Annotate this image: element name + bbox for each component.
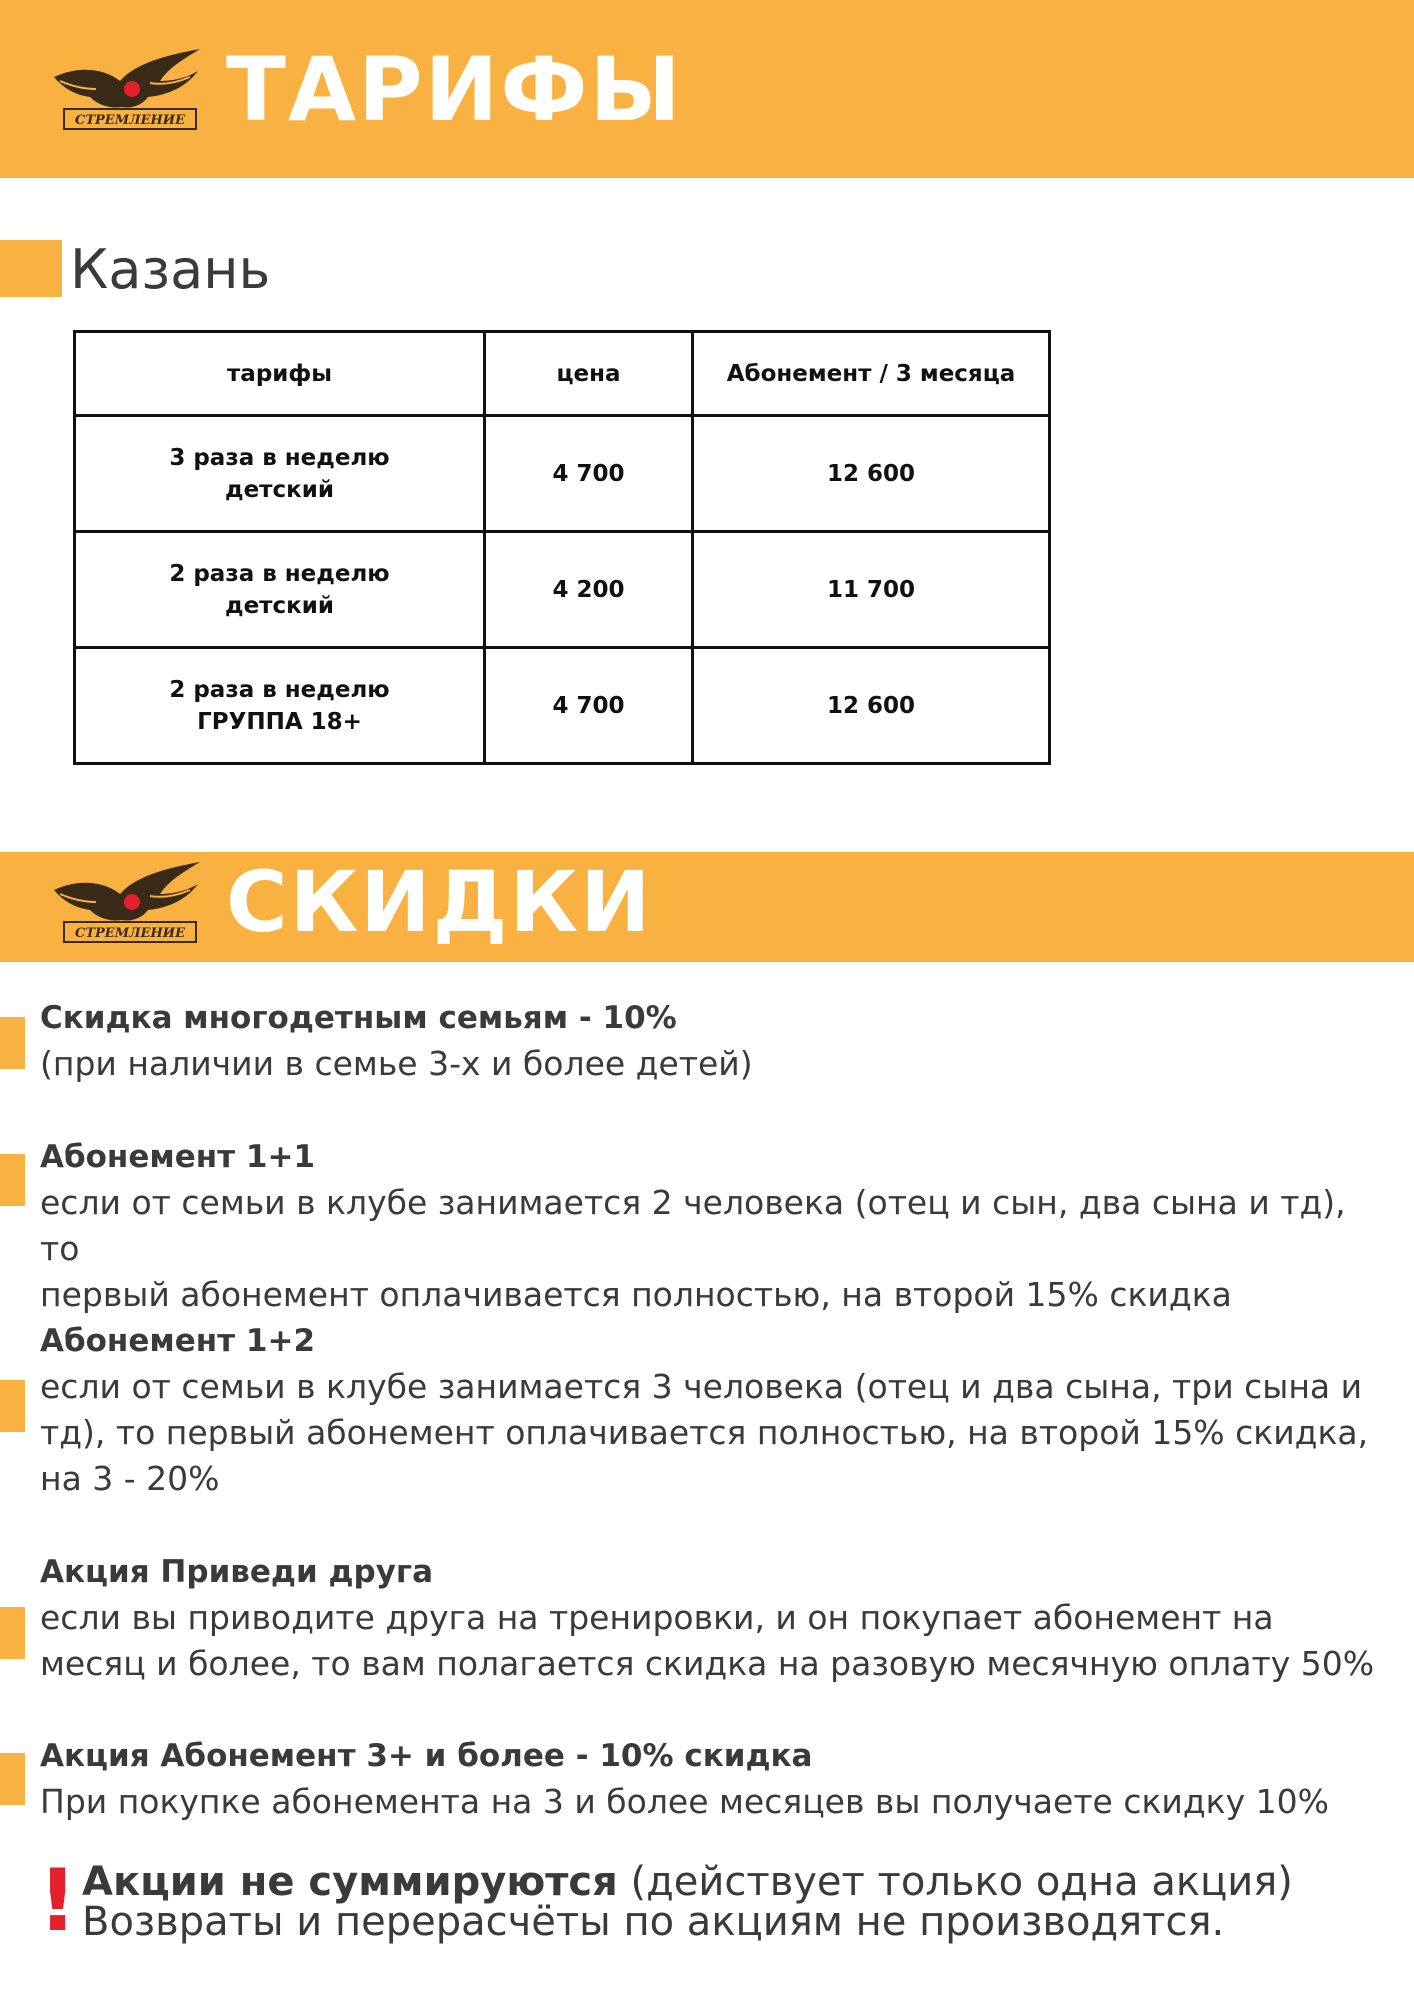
logo-text: СТРЕМЛЕНИЕ (75, 113, 185, 128)
header-price: цена (485, 332, 693, 416)
discount-heading: Абонемент 1+2 (40, 1323, 316, 1359)
discount-marker (0, 1017, 25, 1069)
discount-heading: Акция Абонемент 3+ и более - 10% скидка (40, 1738, 813, 1774)
notice-line-2: Возвраты и перерасчёты по акциям не производятся. (82, 1899, 1225, 1945)
discount-item (40, 1733, 1390, 1825)
discount-marker (0, 1380, 25, 1432)
notice-bold: Акции не суммируются (82, 1859, 618, 1905)
table-header-row (75, 332, 1050, 416)
discount-text: если вы приводите друга на тренировки, и он покупает абонемент на (40, 1598, 1274, 1637)
city-name: Казань (70, 238, 271, 301)
discount-item (40, 1134, 1390, 1318)
discounts-title: СКИДКИ (226, 853, 653, 951)
tariffs-header-band (0, 0, 1414, 178)
tariffs-table (73, 330, 1051, 765)
notice-line-1 (82, 1859, 1293, 1905)
city-marker (0, 240, 62, 297)
discount-heading: Скидка многодетным семьям - 10% (40, 1000, 677, 1036)
price-cell: 4 700 (485, 416, 693, 532)
price-cell: 4 200 (485, 532, 693, 648)
discount-text: (при наличии в семье 3-х и более детей) (40, 1044, 753, 1083)
tariff-cell: 2 раза в неделю детский (75, 532, 485, 648)
discount-marker (0, 1607, 25, 1659)
discount-heading: Абонемент 1+1 (40, 1139, 316, 1175)
discount-marker (0, 1154, 25, 1206)
discount-item (40, 1549, 1390, 1687)
header-subscription: Абонемент / 3 месяца (693, 332, 1050, 416)
table-row (75, 532, 1050, 648)
tariff-cell: 3 раза в неделю детский (75, 416, 485, 532)
notice-rest: (действует только одна акция) (617, 1859, 1293, 1905)
tariffs-title: ТАРИФЫ (226, 38, 683, 141)
discount-text: если от семьи в клубе занимается 2 человека (отец и сын, два сына и тд), то (40, 1183, 1346, 1268)
club-logo (50, 860, 202, 954)
logo-text: СТРЕМЛЕНИЕ (75, 926, 185, 941)
club-logo (50, 47, 202, 141)
eagle-logo-icon (50, 860, 202, 950)
tariff-cell: 2 раза в неделю ГРУППА 18+ (75, 648, 485, 764)
discount-item (40, 1318, 1390, 1502)
discount-text: первый абонемент оплачивается полностью, на второй 15% скидка (40, 1275, 1232, 1314)
subscription-cell: 11 700 (693, 532, 1050, 648)
discount-heading: Акция Приведи друга (40, 1554, 434, 1590)
subscription-cell: 12 600 (693, 416, 1050, 532)
price-cell: 4 700 (485, 648, 693, 764)
discount-text: на 3 - 20% (40, 1459, 220, 1498)
discount-text: При покупке абонемента на 3 и более месяцев вы получаете скидку 10% (40, 1782, 1329, 1821)
subscription-cell: 12 600 (693, 648, 1050, 764)
header-tariffs: тарифы (75, 332, 485, 416)
discount-text: тд), то первый абонемент оплачивается полностью, на второй 15% скидка, (40, 1413, 1369, 1452)
discount-text: если от семьи в клубе занимается 3 человека (отец и два сына, три сына и (40, 1367, 1363, 1406)
discount-text: месяц и более, то вам полагается скидка на разовую месячную оплату 50% (40, 1644, 1375, 1683)
table-row (75, 416, 1050, 532)
eagle-logo-icon (50, 47, 202, 137)
table-row (75, 648, 1050, 764)
exclamation-icon: ! (38, 1851, 78, 1951)
discount-marker (0, 1753, 25, 1805)
discount-item (40, 995, 1390, 1087)
discounts-header-band (0, 852, 1414, 962)
